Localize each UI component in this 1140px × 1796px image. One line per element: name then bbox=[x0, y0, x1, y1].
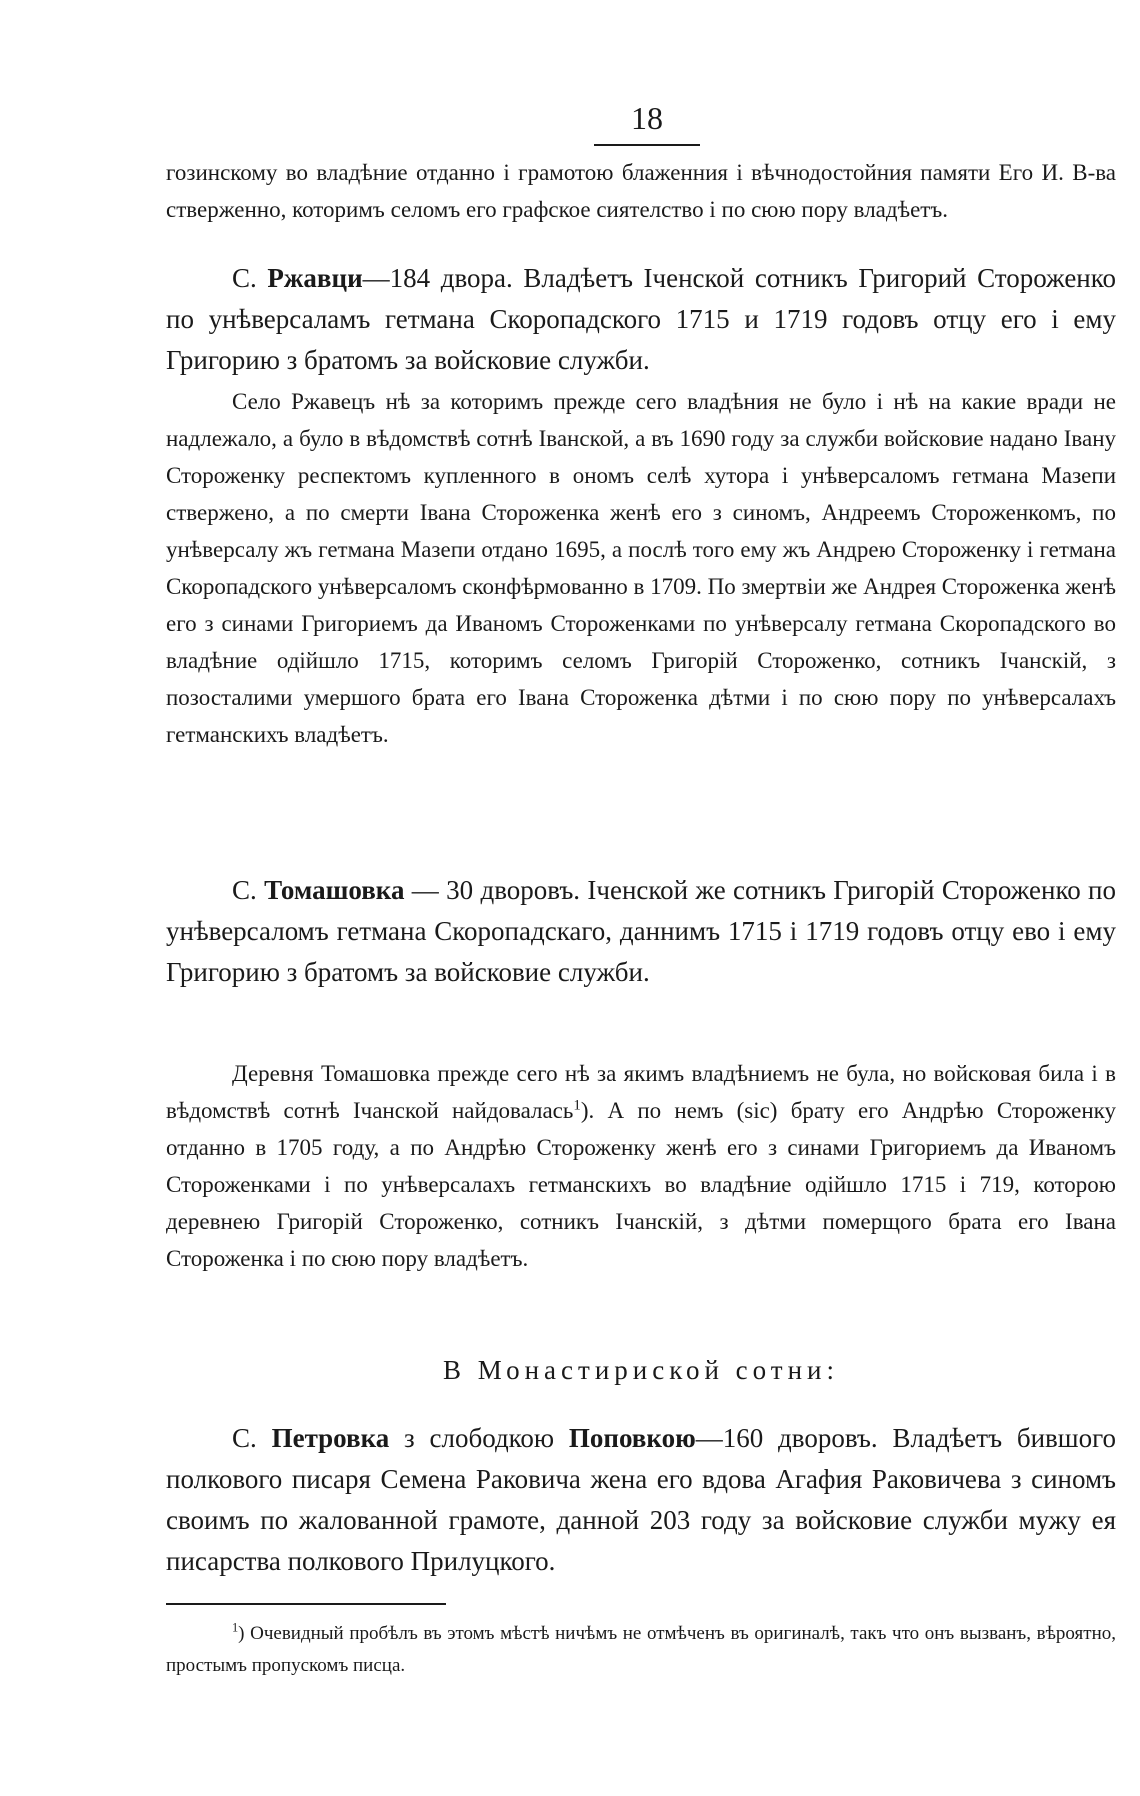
village-name-popovka: Поповкою bbox=[568, 1423, 696, 1453]
entry-prefix: С. bbox=[232, 875, 265, 905]
entry-petrovka bbox=[166, 1418, 1116, 1582]
entry-text: — 30 дворовъ. Іченской же сотникъ Григорій bbox=[404, 875, 942, 905]
entry-text: —160 дворовъ. Владѣетъ бившого полкового писаря Семена Раковича жена его вдова Агафия Раковичева з синомъ своимъ по жалованной грамоте, данной 203 году за войсковие служби мужу ея писарства полкового Прилуцкого. bbox=[166, 1423, 1116, 1576]
paragraph-text: Село Ржавецъ нѣ за которимъ прежде сего владѣния не було і нѣ на какие вради не надлежало, а було в вѣдомствѣ сотнѣ Іванской, а въ 1690 году за служби войсковие надано Івану Стороженку респектомъ купленного в ономъ селѣ хутора і унѣверсаломъ гетмана Мазепи стверженo, а по смерти Івана Стороженка женѣ его з синомъ, Андреемъ Стороженкомъ, по унѣверсалу жъ гетмана Мазепи отдано 1695, а послѣ того ему жъ Андрею Стороженку і гетмана Скоропадского унѣверсаломъ сконфѣрмованно в 1709. По змертвіи же Андрея Стороженка женѣ его з синами Григориемъ да Иваномъ Стороженками по унѣверсалу гетмана Скоропадского во владѣние одійшло 1715, которимъ селомъ Григорій Стороженко, сотникъ Ічанскій, з позосталими умершого брата его Івана Стороженка дѣтми і по сюю пору по унѣверсалахъ гетманскихъ владѣетъ. bbox=[166, 389, 1116, 747]
entry-text: —184 двора. Владѣетъ Іченской сотникъ Григорий bbox=[362, 263, 978, 293]
paragraph-text: Деревня Томашовка прежде сего нѣ за якимъ владѣниемъ не була, но войсковая била і в вѣдомствѣ сотнѣ Ічанской найдовалась bbox=[166, 1061, 1116, 1123]
paragraph-text: брату его Андрѣю Стороженку отданно в 1705 году, а по Андрѣю Стороженку женѣ его з синами Григориемъ да Иваномъ Стороженками і по унѣверсалахъ гетманскихъ во владѣние одійшло 1715 і 719, которою деревнею Григорій Стороженко, сотникъ Ічанскій, з дѣтми померщого брата его Івана Стороженка і по сюю пору владѣетъ. bbox=[166, 1098, 1116, 1271]
entry-text: Стороженко по унѣверсаломъ гетмана Скоропадскаго, даннимъ 1715 і 1719 годовъ отцу ево і ему Григорию з братомъ за войсковие служби. bbox=[166, 875, 1116, 987]
paragraph-rzhavets-history bbox=[166, 383, 1116, 753]
paragraph-tomashovka-history bbox=[166, 1055, 1116, 1277]
entry-rzhavtsy bbox=[166, 258, 1116, 381]
village-name-petrovka: Петровка bbox=[271, 1423, 390, 1453]
paragraph-text: ). А по немъ (sic) bbox=[580, 1098, 778, 1123]
entry-prefix: С. bbox=[232, 263, 268, 293]
footnote-divider bbox=[166, 1603, 446, 1605]
paragraph-text: гозинскому во владѣние отданно і грамотою блаженния і вѣчнодостойния памяти Его И. В-ва стверженно, которимъ селомъ его графское сиятелство і по сюю пору владѣетъ. bbox=[166, 160, 1116, 222]
entry-text: з слободкою bbox=[404, 1423, 555, 1453]
entry-text: Стороженко по унѣверсаламъ гетмана Скоропадского 1715 и 1719 годовъ отцу его і ему Григорию з братомъ за войсковие служби. bbox=[166, 263, 1116, 375]
section-heading: В Монастириской сотни: bbox=[443, 1355, 839, 1385]
page-number-underline bbox=[594, 144, 700, 146]
entry-tomashovka bbox=[166, 870, 1116, 993]
footnote-marker: 1 bbox=[232, 1620, 239, 1635]
footnote-reference[interactable]: 1 bbox=[573, 1097, 581, 1114]
village-name-rzhavtsy: Ржавци bbox=[267, 263, 363, 293]
entry-prefix: С. bbox=[232, 1423, 272, 1453]
footnote bbox=[166, 1618, 1116, 1682]
page-number: 18 bbox=[631, 100, 663, 136]
village-name-tomashovka: Томашовка bbox=[264, 875, 405, 905]
footnote-text: ) Очевидный пробѣлъ въ этомъ мѣстѣ ничѣмъ не отмѣченъ въ оригиналѣ, такъ что онъ вызванъ, вѣроятно, простымъ пропускомъ писца. bbox=[166, 1623, 1116, 1676]
paragraph-continuation bbox=[166, 154, 1116, 228]
